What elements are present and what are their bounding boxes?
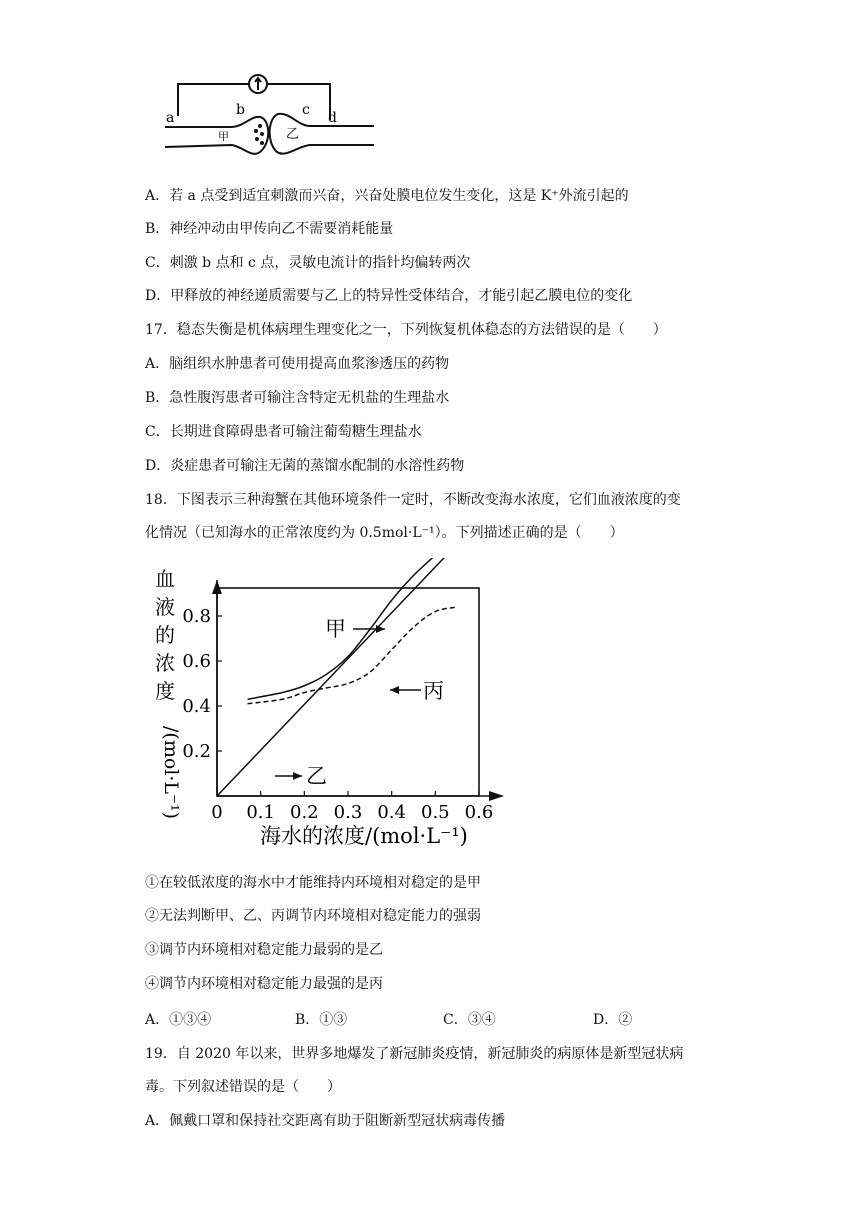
- q18-option-a: A．①③④: [145, 1012, 212, 1028]
- q17-option-d: D．炎症患者可输注无菌的蒸馏水配制的水溶性药物: [145, 458, 465, 474]
- q19-stem-1: 19．自 2020 年以来，世界多地爆发了新冠肺炎疫情，新冠肺炎的病原体是新型冠状病: [145, 1046, 684, 1062]
- y-label-char: 度: [155, 679, 175, 703]
- q16-option-d: D．甲释放的神经递质需要与乙上的特异性受体结合，才能引起乙膜电位的变化: [145, 288, 633, 304]
- q18-option-d: D．②: [593, 1012, 633, 1028]
- x-tick-label: 0: [211, 802, 223, 823]
- q18-option-b: B．①③: [295, 1012, 348, 1028]
- x-axis-label: 海水的浓度/(mol·L⁻¹): [260, 824, 468, 848]
- q18-statement-2: ②无法判断甲、乙、丙调节内环境相对稳定能力的强弱: [145, 908, 481, 924]
- q18-option-c: C．③④: [443, 1012, 496, 1028]
- x-tick-label: 0.4: [377, 802, 406, 823]
- series-label: 乙: [306, 764, 327, 788]
- q17-option-a: A．脑组织水肿患者可使用提高血浆渗透压的药物: [145, 356, 450, 372]
- series-label: 丙: [423, 679, 444, 703]
- q17-stem: 17．稳态失衡是机体病理生理变化之一，下列恢复机体稳态的方法错误的是（ ）: [145, 322, 667, 338]
- q19-stem-2: 毒。下列叙述错误的是（ ）: [145, 1079, 341, 1095]
- series-line-甲: [248, 558, 449, 699]
- x-axis-arrow: [489, 791, 504, 801]
- label-a: a: [166, 110, 175, 126]
- q16-option-b: B．神经冲动由甲传向乙不需要消耗能量: [145, 221, 394, 237]
- label-yi: 乙: [286, 127, 300, 142]
- label-c: c: [302, 102, 310, 118]
- x-tick-label: 0.3: [333, 802, 363, 823]
- series-line-乙: [217, 558, 457, 796]
- presynaptic-neuron: [165, 117, 268, 154]
- y-label-unit: /(mol·L⁻¹): [160, 726, 182, 820]
- q16-option-a: A．若 a 点受到适宜刺激而兴奋，兴奋处膜电位发生变化，这是 K⁺外流引起的: [145, 188, 629, 204]
- blood-concentration-chart: [145, 558, 525, 858]
- q18-stem-1: 18．下图表示三种海蟹在其他环境条件一定时，不断改变海水浓度，它们血液浓度的变: [145, 492, 681, 508]
- label-d: d: [328, 110, 337, 126]
- y-label-char: 的: [155, 623, 175, 647]
- q17-option-c: C．长期进食障碍患者可输注葡萄糖生理盐水: [145, 424, 422, 440]
- y-tick-label: 0.8: [182, 606, 211, 627]
- series-label: 甲: [325, 617, 346, 641]
- q18-statement-1: ①在较低浓度的海水中才能维持内环境相对稳定的是甲: [145, 875, 481, 891]
- y-tick-label: 0.4: [182, 696, 211, 717]
- q16-option-c: C．刺激 b 点和 c 点，灵敏电流计的指针均偏转两次: [145, 255, 471, 271]
- q17-option-b: B．急性腹泻患者可输注含特定无机盐的生理盐水: [145, 390, 450, 406]
- synapse-figure: [160, 72, 380, 162]
- q18-statement-4: ④调节内环境相对稳定能力最强的是丙: [145, 976, 383, 992]
- y-tick-label: 0.6: [182, 651, 211, 672]
- x-tick-label: 0.5: [421, 802, 450, 823]
- x-tick-label: 0.2: [290, 802, 319, 823]
- annotation-arrowhead: [293, 772, 302, 780]
- y-label-char: 血: [155, 567, 175, 591]
- q19-option-a: A．佩戴口罩和保持社交距离有助于阻断新型冠状病毒传播: [145, 1113, 506, 1129]
- annotation-arrowhead: [390, 686, 399, 694]
- x-tick-label: 0.6: [464, 802, 494, 823]
- x-tick-label: 0.1: [246, 802, 275, 823]
- q18-statement-3: ③调节内环境相对稳定能力最弱的是乙: [145, 942, 383, 958]
- y-tick-label: 0.2: [182, 741, 211, 762]
- y-axis-label: [155, 567, 182, 819]
- q18-stem-2: 化情况（已知海水的正常浓度约为 0.5mol·L⁻¹）。下列描述正确的是（ ）: [145, 525, 624, 541]
- label-jia: 甲: [218, 130, 229, 143]
- label-b: b: [236, 102, 245, 118]
- y-label-char: 液: [155, 595, 175, 619]
- y-label-char: 浓: [155, 651, 175, 675]
- annotation-arrowhead: [376, 625, 385, 633]
- y-axis-arrow: [212, 580, 222, 594]
